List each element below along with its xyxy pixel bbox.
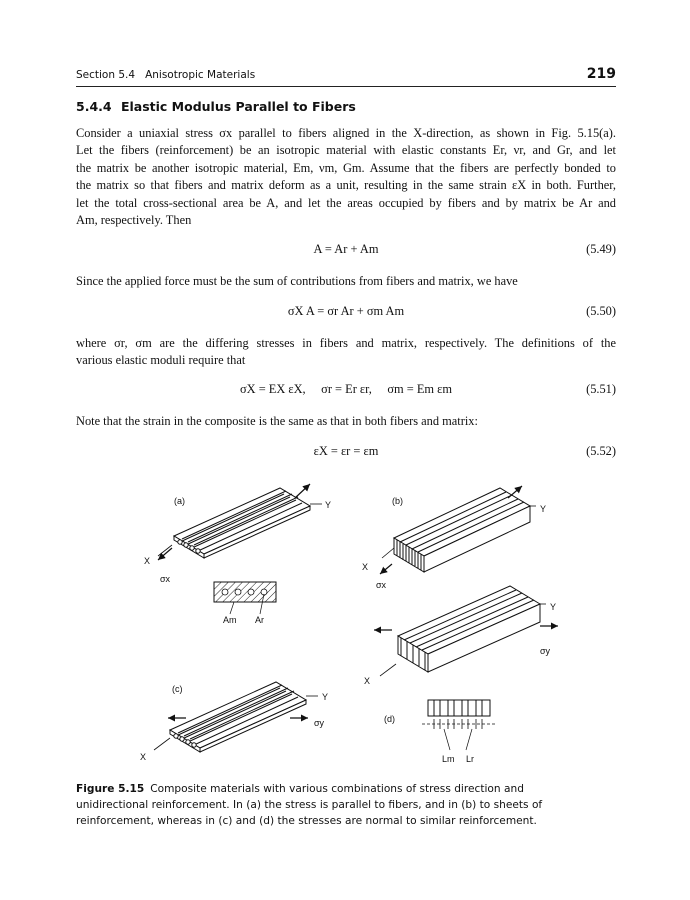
diagram-b xyxy=(362,486,546,590)
equation-5-49 xyxy=(76,242,616,260)
text-line: various elastic moduli require that xyxy=(76,353,246,368)
text-line: the matrix so that fibers and matrix deform as a unit, resulting in the same strain εX in both. Further, xyxy=(76,178,616,193)
text-line: the matrix be another isotropic material, Em, νm, Gm. Assume that the fibers are perfectly bonded to xyxy=(76,160,616,175)
equation-body: A = Ar + Am xyxy=(313,242,379,256)
section-title: Elastic Modulus Parallel to Fibers xyxy=(120,99,356,114)
equation-number: (5.51) xyxy=(586,382,616,396)
y-axis-label: Y xyxy=(325,500,332,510)
equation-number: (5.52) xyxy=(586,444,616,458)
section-reference: Section 5.4 Anisotropic Materials xyxy=(76,69,256,81)
stress-label: σx xyxy=(376,580,387,590)
equation-body: σX = EX εX, σr = Er εr, σm = Em εm xyxy=(239,382,452,396)
text-line: let the total cross-sectional area be A, and let the areas occupied by fibers and by matrix be Ar and xyxy=(76,195,616,210)
equation-5-52 xyxy=(76,444,616,462)
x-axis-label: X xyxy=(144,556,151,566)
diagram-d-detail xyxy=(384,700,496,764)
stress-label: σy xyxy=(540,646,551,656)
equation-body: σX A = σr Ar + σm Am xyxy=(287,304,405,318)
equation-5-50 xyxy=(76,304,616,322)
paragraph-3 xyxy=(76,335,616,370)
equation-number: (5.49) xyxy=(586,242,616,256)
equation-5-51 xyxy=(76,382,616,400)
x-axis-label: X xyxy=(364,676,371,686)
caption-label: Figure 5.15 xyxy=(76,783,145,795)
header-rule xyxy=(76,86,616,87)
label-a: (a) xyxy=(174,496,185,506)
page-number: 219 xyxy=(586,66,616,82)
figure-caption xyxy=(76,781,616,829)
section-number: 5.4.4 xyxy=(76,99,112,114)
diagram-d-block xyxy=(364,586,558,686)
label-d: (d) xyxy=(384,714,395,724)
figure-5-15 xyxy=(130,468,570,773)
text-line: where σr, σm are the differing stresses in fibers and matrix, respectively. The definitions of the xyxy=(76,336,616,350)
paragraph-1 xyxy=(76,125,616,229)
y-axis-label: Y xyxy=(540,504,547,514)
equation-body: εX = εr = εm xyxy=(313,444,379,458)
text-line: Am, respectively. Then xyxy=(76,212,192,227)
y-axis-label: Y xyxy=(322,692,329,702)
label-c: (c) xyxy=(172,684,183,694)
caption-text: reinforcement, whereas in (c) and (d) the stresses are normal to similar reinforcement. xyxy=(76,815,537,827)
running-header xyxy=(76,66,616,86)
section-heading xyxy=(76,99,356,114)
composite-diagram xyxy=(130,468,570,773)
diagram-a xyxy=(144,484,331,625)
label-b: (b) xyxy=(392,496,403,506)
length-fiber-label: Lr xyxy=(466,754,475,764)
x-axis-label: X xyxy=(362,562,369,572)
caption-text: unidirectional reinforcement. In (a) the stress is parallel to fibers, and in (b) to sheets of xyxy=(76,799,543,811)
area-fiber-label: Ar xyxy=(255,615,264,625)
y-axis-label: Y xyxy=(550,602,557,612)
length-matrix-label: Lm xyxy=(442,754,455,764)
text-line: Since the applied force must be the sum of contributions from fibers and matrix, we have xyxy=(76,274,518,288)
paragraph-2 xyxy=(76,273,616,290)
text-line: Note that the strain in the composite is the same as that in both fibers and matrix: xyxy=(76,414,478,428)
x-axis-label: X xyxy=(140,752,147,762)
stress-label: σx xyxy=(160,574,171,584)
paragraph-4 xyxy=(76,413,616,430)
diagram-c xyxy=(140,682,328,762)
text-line: Consider a uniaxial stress σx parallel to fibers aligned in the X-direction, as shown in Fig. 5.15(a). xyxy=(76,126,616,140)
text-line: Let the fibers (reinforcement) be an isotropic material with elastic constants Er, νr, and Gr, and let xyxy=(76,143,616,158)
equation-number: (5.50) xyxy=(586,304,616,318)
caption-text: Composite materials with various combinations of stress direction and xyxy=(150,783,524,795)
area-matrix-label: Am xyxy=(223,615,237,625)
stress-label: σy xyxy=(314,718,325,728)
